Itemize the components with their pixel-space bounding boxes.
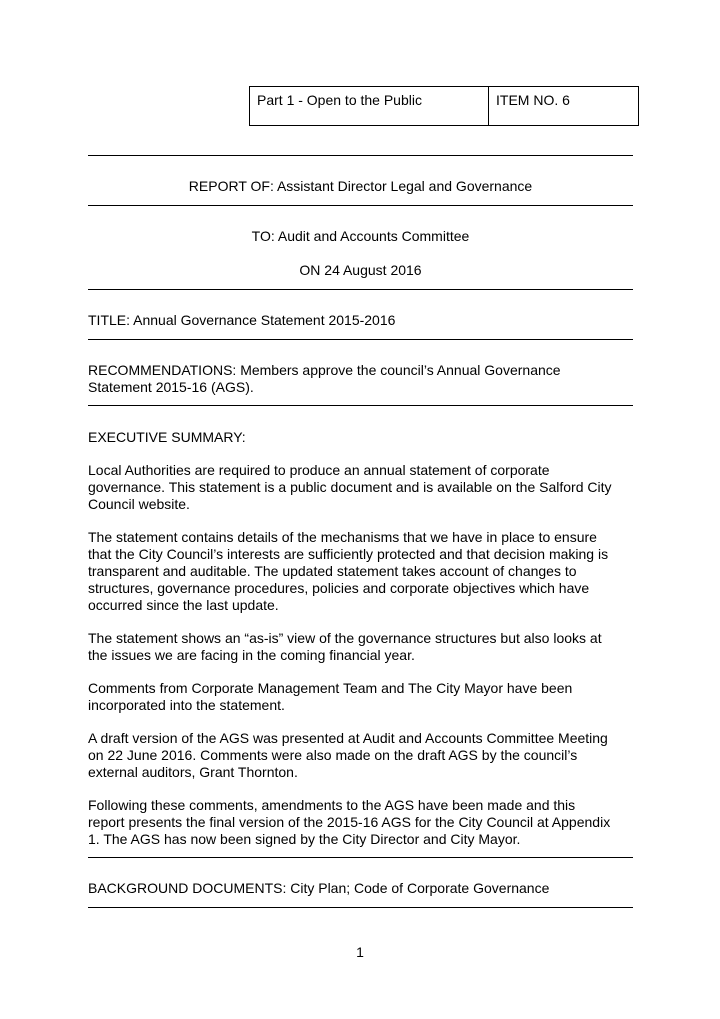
summary-p6-line: Following these comments, amendments to the AGS have been made and this: [88, 797, 576, 813]
on-date: ON 24 August 2016: [299, 262, 422, 278]
summary-p6-line: report presents the final version of the 2015-16 AGS for the City Council at Appendix: [88, 814, 611, 830]
summary-p2-line: structures, governance procedures, policies and corporate objectives which have: [88, 580, 590, 596]
divider: [88, 339, 633, 340]
executive-summary-heading: EXECUTIVE SUMMARY:: [88, 429, 246, 445]
divider: [88, 405, 633, 406]
summary-p1-line: governance. This statement is a public document and is available on the Salford City: [88, 479, 612, 495]
recommendations-line-2: Statement 2015-16 (AGS).: [88, 379, 254, 395]
summary-p2-line: occurred since the last update.: [88, 597, 279, 613]
to-line: TO: Audit and Accounts Committee: [251, 228, 470, 244]
item-no-cell: ITEM NO. 6: [496, 92, 570, 108]
summary-p4-line: Comments from Corporate Management Team and The City Mayor have been: [88, 680, 573, 696]
summary-p5-line: A draft version of the AGS was presented at Audit and Accounts Committee Meeting: [88, 730, 608, 746]
summary-p3-line: the issues we are facing in the coming financial year.: [88, 647, 415, 663]
recommendations-line-1: RECOMMENDATIONS: Members approve the council’s Annual Governance: [88, 362, 561, 378]
report-of: REPORT OF: Assistant Director Legal and Governance: [188, 178, 533, 194]
summary-p1-line: Local Authorities are required to produce an annual statement of corporate: [88, 462, 550, 478]
divider: [88, 857, 633, 858]
summary-p6-line: 1. The AGS has now been signed by the City Director and City Mayor.: [88, 831, 521, 847]
divider: [88, 155, 633, 156]
divider: [88, 205, 633, 206]
summary-p2-line: transparent and auditable. The updated statement takes account of changes to: [88, 563, 577, 579]
summary-p5-line: external auditors, Grant Thornton.: [88, 764, 298, 780]
summary-p4-line: incorporated into the statement.: [88, 697, 285, 713]
summary-p3-line: The statement shows an “as-is” view of the governance structures but also looks at: [88, 630, 602, 646]
summary-p1-line: Council website.: [88, 496, 190, 512]
summary-p2-line: that the City Council’s interests are sufficiently protected and that decision making is: [88, 546, 609, 562]
divider: [88, 907, 633, 908]
divider: [88, 289, 633, 290]
background-documents: BACKGROUND DOCUMENTS: City Plan; Code of Corporate Governance: [88, 880, 550, 896]
summary-p2-line: The statement contains details of the mechanisms that we have in place to ensure: [88, 529, 597, 545]
header-box: [249, 86, 639, 126]
title-line: TITLE: Annual Governance Statement 2015-2016: [88, 312, 396, 328]
summary-p5-line: on 22 June 2016. Comments were also made on the draft AGS by the council’s: [88, 747, 578, 763]
page-number: 1: [356, 944, 364, 960]
part-cell: Part 1 - Open to the Public: [250, 87, 489, 125]
